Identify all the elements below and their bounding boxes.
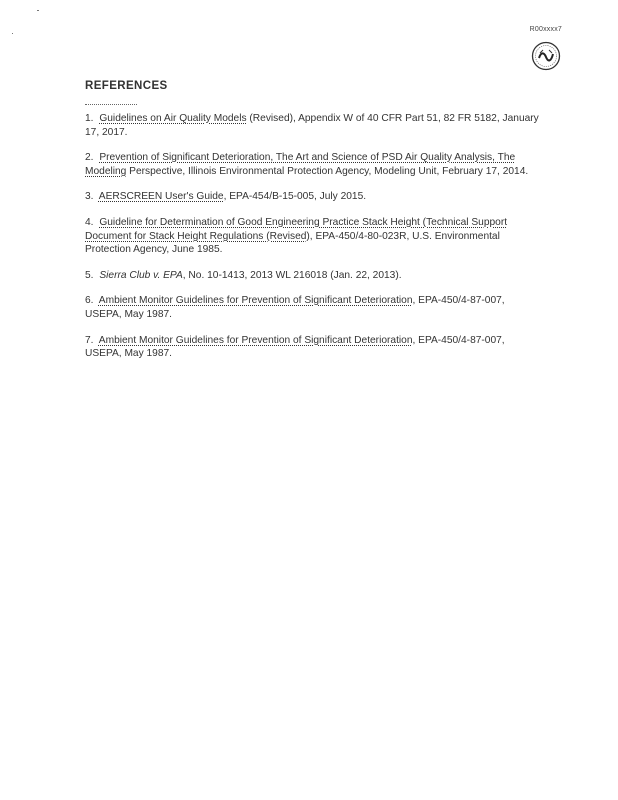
reference-title: Sierra Club v. EPA <box>99 269 183 281</box>
reference-item-1 <box>85 112 540 139</box>
reference-number: 2. <box>85 152 94 164</box>
scan-speck <box>12 33 13 34</box>
reference-item-2 <box>85 151 540 178</box>
reference-title: AERSCREEN User's Guide <box>98 191 224 203</box>
reference-details: , No. 10-1413, 2013 WL 216018 (Jan. 22, 2013). <box>182 269 402 281</box>
reference-details: , EPA-450/4-87-007, USEPA, May 1987. <box>85 334 505 360</box>
reference-number: 5. <box>85 269 94 281</box>
reference-number: 3. <box>85 191 94 203</box>
scan-speck <box>37 10 39 11</box>
reference-number: 4. <box>85 216 94 228</box>
reference-number: 7. <box>85 334 94 346</box>
reference-details: , EPA-450/4-87-007, USEPA, May 1987. <box>85 295 505 320</box>
reference-title: Guidelines on Air Quality Models <box>99 113 247 124</box>
reference-number: 6. <box>85 295 94 307</box>
document-id: R00xxxx7 <box>529 26 562 33</box>
reference-title: Prevention of Significant Deterioration, The Art and Science of PSD Air Quality Analysis, The Modeling <box>85 152 516 177</box>
reference-item-4 <box>85 216 540 257</box>
reference-item-6 <box>85 294 540 321</box>
reference-details: , EPA-454/B-15-005, July 2015. <box>223 191 367 203</box>
reference-item-3 <box>85 190 540 204</box>
reference-details: (Revised), Appendix W of 40 CFR Part 51, 82 FR 5182, January 17, 2017. <box>85 113 539 138</box>
reference-title: Ambient Monitor Guidelines for Prevention of Significant Deterioration <box>98 334 413 346</box>
reference-item-7 <box>85 334 540 361</box>
agency-seal-icon <box>531 41 561 71</box>
reference-item-5 <box>85 269 540 283</box>
references-list <box>85 112 540 373</box>
reference-details: , EPA-450/4-80-023R, U.S. Environmental Protection Agency, June 1985. <box>85 230 500 256</box>
reference-number: 1. <box>85 113 94 124</box>
references-heading: REFERENCES <box>85 80 168 92</box>
reference-title: Guideline for Determination of Good Engineering Practice Stack Height (Technical Support Document for Stack Height Regulations (Revised) <box>85 216 508 242</box>
heading-underline <box>85 104 137 105</box>
reference-details: Perspective, Illinois Environmental Protection Agency, Modeling Unit, February 17, 2014. <box>126 165 529 177</box>
reference-title: Ambient Monitor Guidelines for Prevention of Significant Deterioration <box>98 295 413 307</box>
